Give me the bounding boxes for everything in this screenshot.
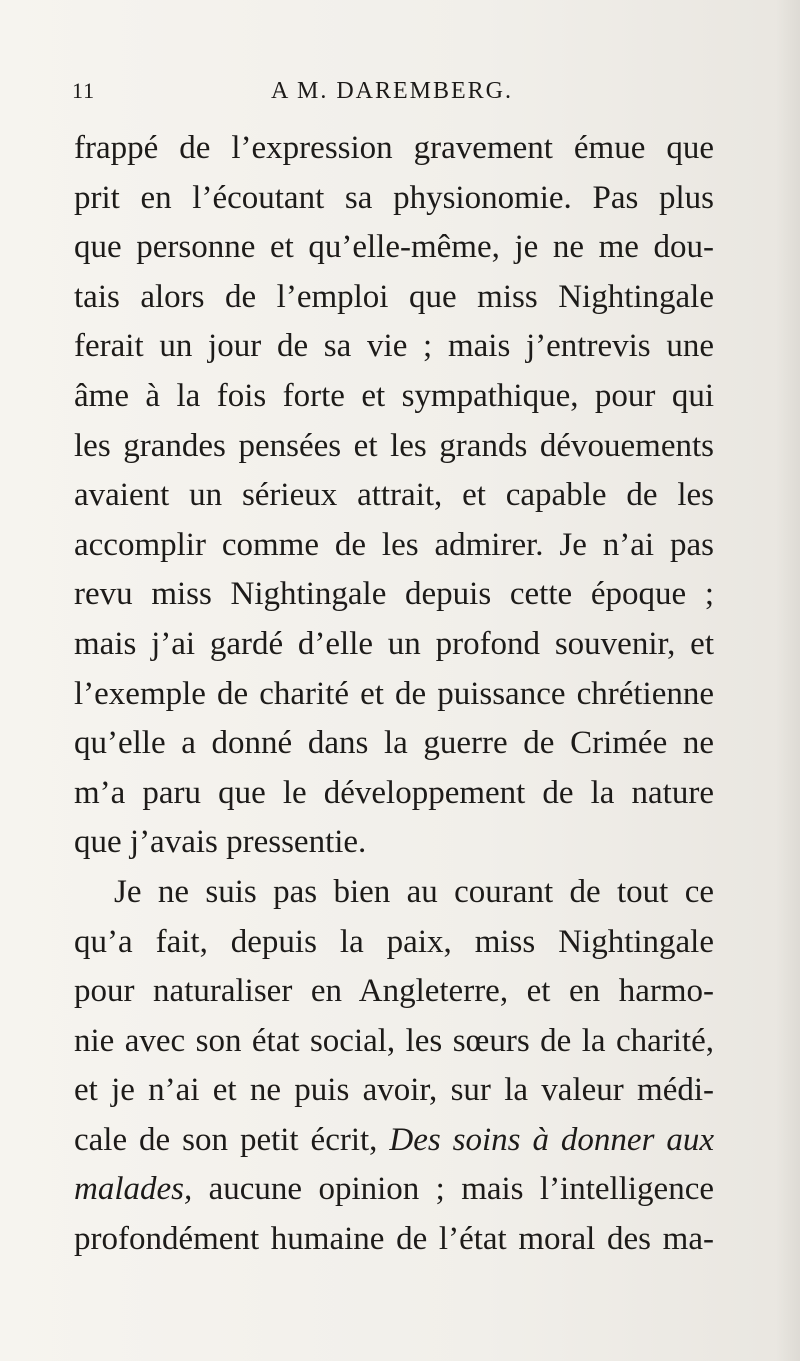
text-segment: aucune opinion ; mais l’intelligence — [208, 1171, 714, 1208]
text-line: mais j’ai gardé d’elle un profond souvenir, et — [74, 625, 714, 662]
text-line: prit en l’écoutant sa physionomie. Pas plus — [74, 179, 714, 216]
text-line: Je ne suis pas bien au courant de tout ce — [114, 873, 714, 910]
text-line: qu’elle a donné dans la guerre de Crimée ne — [74, 725, 714, 762]
text-line: nie avec son état social, les sœurs de la charité, — [74, 1022, 714, 1059]
text-line: accomplir comme de les admirer. Je n’ai pas — [74, 526, 714, 563]
text-line: m’a paru que le développement de la nature — [74, 774, 714, 811]
text-line: qu’a fait, depuis la paix, miss Nightingale — [74, 923, 714, 960]
text-line: et je n’ai et ne puis avoir, sur la valeur médi- — [74, 1072, 714, 1109]
text-line: l’exemple de charité et de puissance chrétienne — [74, 675, 714, 712]
page-header — [72, 74, 712, 114]
page-number: 11 — [72, 78, 96, 103]
book-title-italic: Des soins à donner aux — [389, 1121, 715, 1158]
text-line: que j’avais pressentie. — [74, 824, 367, 861]
text-line: profondément humaine de l’état moral des ma- — [74, 1221, 714, 1258]
text-line: ferait un jour de sa vie ; mais j’entrevis une — [74, 328, 714, 365]
text-line: avaient un sérieux attrait, et capable de les — [74, 477, 714, 514]
text-line: que personne et qu’elle-même, je ne me dou- — [74, 229, 714, 266]
text-line: tais alors de l’emploi que miss Nightingale — [74, 278, 714, 315]
text-line: pour naturaliser en Angleterre, et en harmo- — [74, 973, 714, 1010]
text-line: frappé de l’expression gravement émue que — [74, 130, 714, 166]
text-line — [74, 1165, 714, 1215]
text-segment: cale de son petit écrit, — [74, 1121, 378, 1158]
text-line: revu miss Nightingale depuis cette époque ; — [74, 576, 714, 613]
page-edge-shadow — [776, 0, 800, 1361]
running-head: A M. DAREMBERG. — [270, 78, 514, 104]
book-title-italic-cont: malades, — [74, 1171, 193, 1208]
text-line: les grandes pensées et les grands dévouements — [74, 427, 714, 464]
text-line — [74, 1116, 714, 1166]
text-line: âme à la fois forte et sympathique, pour qui — [74, 377, 714, 414]
body-text — [74, 124, 714, 1265]
